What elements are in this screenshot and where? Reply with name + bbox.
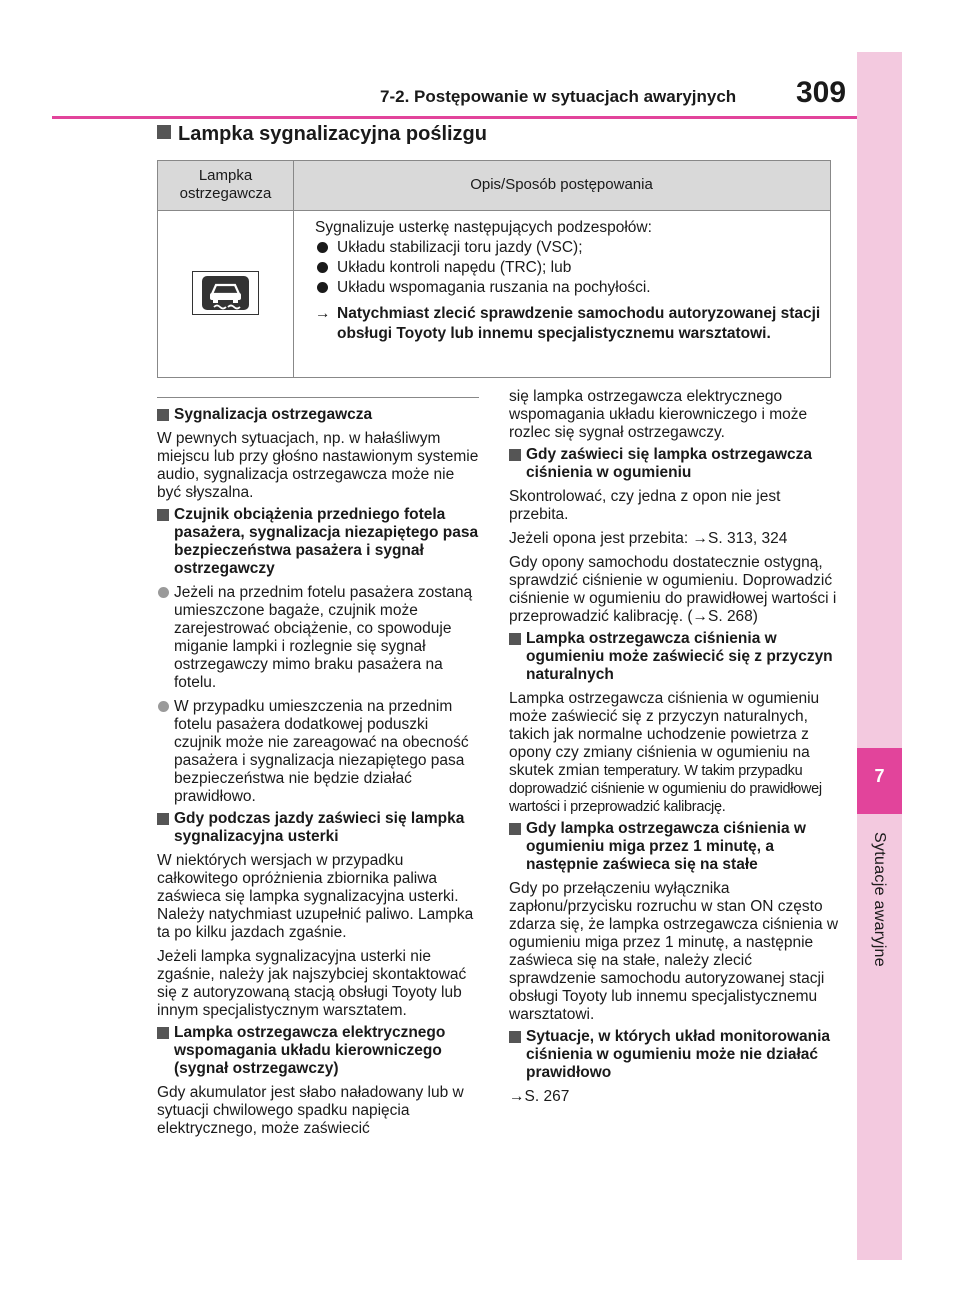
paragraph	[509, 690, 839, 816]
subheading-text: Lampka ostrzegawcza elektrycznego wspomagania układu kierowniczego (sygnał ostrzegawczy)	[174, 1024, 446, 1077]
subheading-text: Gdy lampka ostrzegawcza ciśnienia w ogumieniu miga przez 1 minutę, a następnie zaświeca się na stałe	[526, 820, 806, 873]
arrow-icon: →	[315, 305, 331, 322]
square-bullet-icon	[509, 449, 521, 461]
subheading	[509, 1028, 839, 1082]
side-chapter-tab	[857, 52, 902, 1260]
list-item-text: Jeżeli na przednim fotelu pasażera zostaną umieszczone bagaże, czujnik może zarejestrować obciążenie, co spowoduje miganie lampki i rozlegnie się sygnał ostrzegawczy mimo braku pasażera na fotelu.	[174, 584, 473, 691]
left-column	[157, 402, 479, 1138]
warning-lamp-table	[157, 160, 831, 378]
square-bullet-icon	[157, 125, 171, 139]
skid-indicator-icon	[192, 271, 259, 315]
square-bullet-icon	[509, 1031, 521, 1043]
paragraph: Skontrolować, czy jedna z opon nie jest przebita.	[509, 488, 781, 523]
subheading	[157, 1024, 479, 1078]
table-column-divider	[293, 161, 294, 377]
table-intro: Sygnalizuje usterkę następujących podzespołów:	[315, 219, 652, 236]
header-rule	[52, 116, 857, 119]
square-bullet-icon	[157, 1027, 169, 1039]
list-item	[157, 698, 479, 806]
table-action-text: Natychmiast zlecić sprawdzenie samochodu autoryzowanej stacji obsługi Toyoty lub innemu specjalistycznemu warsztatowi.	[337, 305, 821, 342]
subheading-text: Lampka ostrzegawcza ciśnienia w ogumieniu może zaświecić się z przyczyn naturalnych	[526, 630, 833, 683]
paragraph-text: Lampka ostrzegawcza ciśnienia w ogumieniu może zaświecić się z przyczyn naturalnych, takich jak normalne uchodzenie powietrza z opony czy zmiany ciśnienia w ogumieniu na skutek zmian	[509, 690, 820, 779]
square-bullet-icon	[509, 823, 521, 835]
table-action	[315, 304, 825, 344]
paragraph-text-condensed: temperatury. W takim przypadku doprowadzić ciśnienie w ogumieniu do prawidłowej wartości i przeprowadzić kalibrację.	[509, 763, 822, 815]
paragraph: się lampka ostrzegawcza elektrycznego wspomagania układu kierowniczego i może rozlec się sygnał ostrzegawczy.	[509, 388, 808, 441]
table-header-lamp: Lampka ostrzegawcza	[179, 167, 272, 202]
subheading	[157, 406, 479, 424]
subheading	[157, 810, 479, 846]
table-description	[315, 218, 825, 344]
square-bullet-icon	[157, 509, 169, 521]
paragraph: →S. 267	[509, 1088, 570, 1105]
paragraph: Jeżeli opona jest przebita: →S. 313, 324	[509, 530, 788, 547]
subheading-text: Gdy zaświeci się lampka ostrzegawcza ciśnienia w ogumieniu	[526, 446, 813, 481]
table-header	[158, 161, 830, 211]
paragraph: W niektórych wersjach w przypadku całkowitego opróżnienia zbiornika paliwa zaświeca się lampka sygnalizacyjna usterki. Należy natychmiast uzupełnić paliwo. Lampka ta po kilku jazdach zgaśnie.	[157, 852, 474, 941]
list-item	[315, 258, 825, 278]
square-bullet-icon	[509, 633, 521, 645]
subheading-text: Sygnalizacja ostrzegawcza	[174, 406, 373, 423]
list-item-text: Układu stabilizacji toru jazdy (VSC);	[337, 239, 583, 256]
paragraph: Gdy opony samochodu dostatecznie ostygną, sprawdzić ciśnienie w ogumieniu. Doprowadzić ciśnienie w ogumieniu do prawidłowej wartości i przeprowadzić kalibrację. (→S. 268)	[509, 554, 837, 625]
right-column	[509, 388, 839, 1106]
chapter-label: Sytuacje awaryjne	[871, 832, 888, 967]
subheading	[509, 446, 839, 482]
square-bullet-icon	[157, 409, 169, 421]
subheading-text: Czujnik obciążenia przedniego fotela pasażera, sygnalizacja niezapiętego pasa bezpieczeństwa pasażera i sygnał ostrzegawczy	[174, 506, 479, 577]
paragraph: Jeżeli lampka sygnalizacyjna usterki nie zgaśnie, należy jak najszybciej skontaktować się z autoryzowaną stacją obsługi Toyoty lub innym specjalistycznym warsztatem.	[157, 948, 467, 1019]
bullet-icon	[158, 587, 169, 598]
bullet-icon	[158, 701, 169, 712]
subheading	[157, 506, 479, 578]
list-item-text: Układu kontroli napędu (TRC); lub	[337, 259, 572, 276]
bullet-icon	[317, 262, 328, 273]
section-title-text: Lampka sygnalizacyjna poślizgu	[178, 123, 487, 145]
subheading	[509, 630, 839, 684]
bullet-icon	[317, 282, 328, 293]
list-item-text: Układu wspomagania ruszania na pochyłości.	[337, 279, 651, 296]
subheading-text: Gdy podczas jazdy zaświeci się lampka sygnalizacyjna usterki	[174, 810, 465, 845]
list-item-text: W przypadku umieszczenia na przednim fotelu pasażera dodatkowej poduszki czujnik może nie zareagować na obecność pasażera i sygnalizacja niezapiętego pasa bezpieczeństwa nie będzie działać prawidłowo.	[174, 698, 469, 805]
column-divider-rule	[157, 397, 479, 398]
list-item	[315, 278, 825, 298]
chapter-number: 7	[874, 766, 885, 786]
paragraph: Gdy akumulator jest słabo naładowany lub w sytuacji chwilowego spadku napięcia elektrycznego, może zaświecić	[157, 1084, 464, 1137]
page-number: 309	[796, 76, 847, 109]
subheading	[509, 820, 839, 874]
square-bullet-icon	[157, 813, 169, 825]
section-title	[157, 123, 487, 146]
header-section-title: 7-2. Postępowanie w sytuacjach awaryjnych	[380, 87, 737, 106]
list-item	[315, 238, 825, 258]
table-header-description: Opis/Sposób postępowania	[470, 176, 653, 193]
paragraph: Gdy po przełączeniu wyłącznika zapłonu/przycisku rozruchu w stan ON często zdarza się, że lampka ostrzegawcza ciśnienia w ogumieniu miga przez 1 minutę, a następnie zaświeca się na stałe, należy zlecić sprawdzenie samochodu autoryzowanej stacji obsługi Toyoty lub innemu specjalistycznemu warsztatowi.	[509, 880, 839, 1023]
bullet-icon	[317, 242, 328, 253]
list-item	[157, 584, 479, 692]
paragraph: W pewnych sytuacjach, np. w hałaśliwym miejscu lub przy głośno nastawionym systemie audio, sygnalizacja ostrzegawcza może nie być słyszalna.	[157, 430, 479, 501]
subheading-text: Sytuacje, w których układ monitorowania ciśnienia w ogumieniu może nie działać prawidłowo	[526, 1028, 831, 1081]
